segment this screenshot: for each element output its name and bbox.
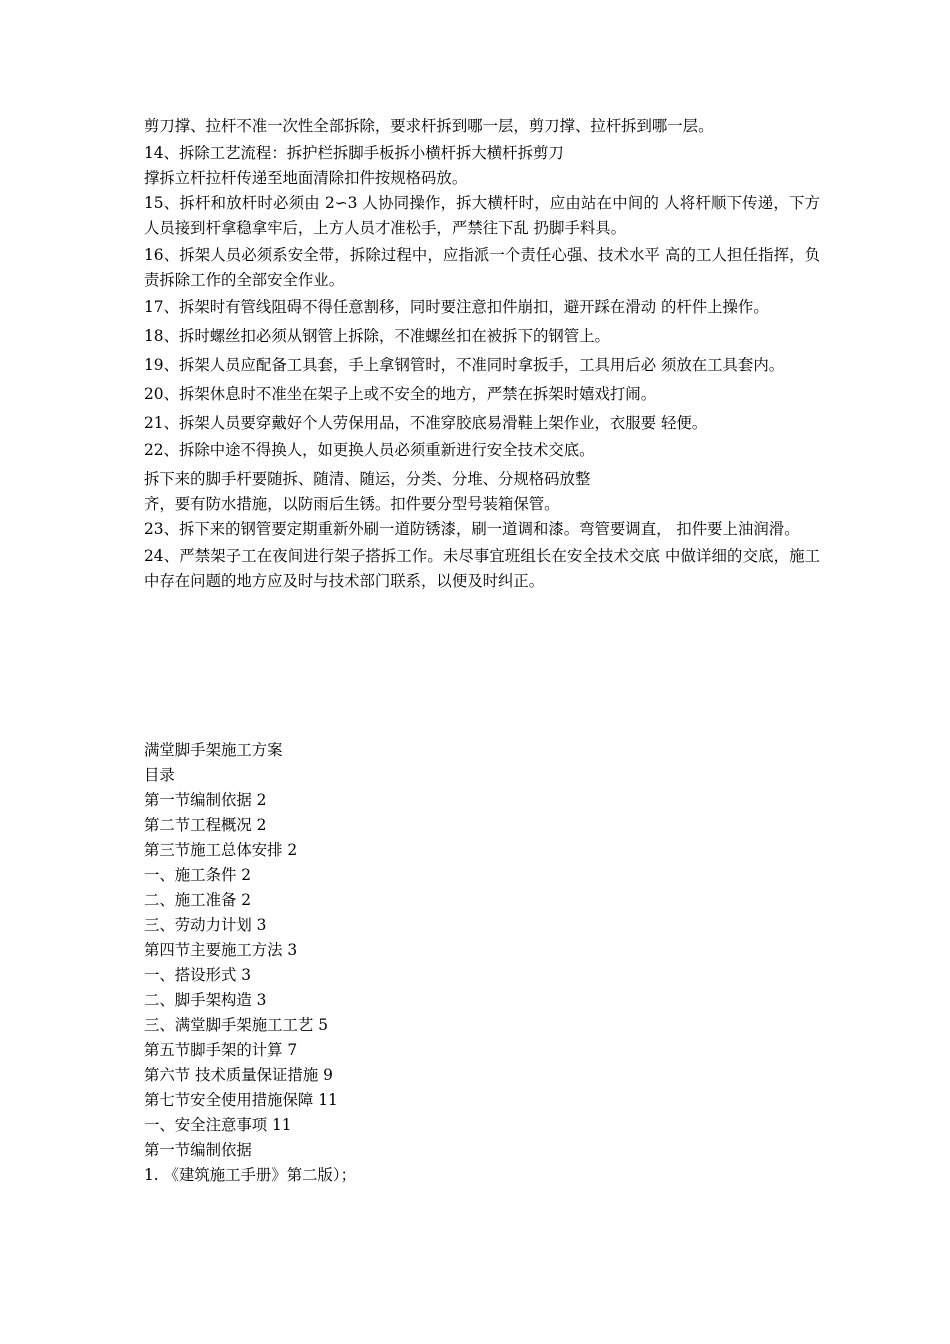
- toc-entry: 第一节编制依据 2: [144, 791, 267, 809]
- paragraph-item-15: 15、拆杆和放杆时必须由 2∽3 人协同操作，拆大横杆时，应由站在中间的 人将杆顺下传递，下方人员接到杆拿稳拿牢后，上方人员才准松手，严禁往下乱 扔脚手料具。: [144, 194, 820, 237]
- toc-entry: 一、施工条件 2: [144, 866, 252, 884]
- paragraph-item-14-cont: 撑拆立杆拉杆传递至地面清除扣件按规格码放。: [144, 169, 468, 187]
- toc-entry: 二、施工准备 2: [144, 891, 252, 909]
- toc-entry: 第六节 技术质量保证措施 9: [144, 1066, 333, 1084]
- paragraph-item-16: 16、拆架人员必须系安全带，拆除过程中，应指派一个责任心强、技术水平 高的工人担任指挥，负责拆除工作的全部安全作业。: [144, 246, 820, 289]
- toc-entry: 三、满堂脚手架施工工艺 5: [144, 1016, 328, 1034]
- paragraph-item-17: 17、拆架时有管线阻碍不得任意割移，同时要注意扣件崩扣，避开踩在滑动 的杆件上操作。: [144, 298, 769, 316]
- toc-entry: 二、脚手架构造 3: [144, 991, 267, 1009]
- paragraph-item-21: 21、拆架人员要穿戴好个人劳保用品，不准穿胶底易滑鞋上架作业，衣服要 轻便。: [144, 414, 708, 432]
- toc-entry: 三、劳动力计划 3: [144, 916, 267, 934]
- reference-item: 1. 《建筑施工手册》第二版）；: [144, 1166, 356, 1184]
- toc-entry: 一、搭设形式 3: [144, 966, 252, 984]
- section-heading: 第一节编制依据: [144, 1141, 252, 1159]
- toc-entry: 第二节工程概况 2: [144, 816, 267, 834]
- toc-entry: 第三节施工总体安排 2: [144, 841, 298, 859]
- paragraph-item-23: 23、拆下来的钢管要定期重新外刷一道防锈漆，刷一道调和漆。弯管要调直， 扣件要上油润滑。: [144, 520, 800, 538]
- paragraph-item-22: 22、拆除中途不得换人，如更换人员必须重新进行安全技术交底。: [144, 441, 595, 459]
- paragraph-bracing-removal: 剪刀撑、拉杆不准一次性全部拆除，要求杆拆到哪一层，剪刀撑、拉杆拆到哪一层。: [144, 117, 714, 135]
- paragraph-item-14: 14、拆除工艺流程：拆护栏拆脚手板拆小横杆拆大横杆拆剪刀: [144, 144, 564, 162]
- toc-entry: 第七节安全使用措施保障 11: [144, 1091, 338, 1109]
- toc-entry: 一、安全注意事项 11: [144, 1116, 292, 1134]
- paragraph-item-24: 24、严禁架子工在夜间进行架子搭拆工作。未尽事宜班组长在安全技术交底 中做详细的交底，施工中存在问题的地方应及时与技术部门联系，以便及时纠正。: [144, 547, 820, 590]
- body-text: [144, 114, 820, 594]
- paragraph-item-20: 20、拆架休息时不准坐在架子上或不安全的地方，严禁在拆架时嬉戏打闹。: [144, 385, 657, 403]
- toc-heading: 目录: [144, 766, 175, 784]
- table-of-contents: [144, 738, 820, 1188]
- paragraph-item-18: 18、拆时螺丝扣必须从钢管上拆除，不准螺丝扣在被拆下的钢管上。: [144, 327, 610, 345]
- toc-entry: 第五节脚手架的计算 7: [144, 1041, 298, 1059]
- paragraph-item-19: 19、拆架人员应配备工具套，手上拿钢管时，不准同时拿扳手，工具用后必 须放在工具套内。: [144, 356, 785, 374]
- paragraph-storage: 拆下来的脚手杆要随拆、随清、随运，分类、分堆、分规格码放整: [144, 470, 591, 488]
- toc-entry: 第四节主要施工方法 3: [144, 941, 298, 959]
- document-title: 满堂脚手架施工方案: [144, 741, 283, 759]
- paragraph-storage-cont: 齐，要有防水措施，以防雨后生锈。扣件要分型号装箱保管。: [144, 495, 560, 513]
